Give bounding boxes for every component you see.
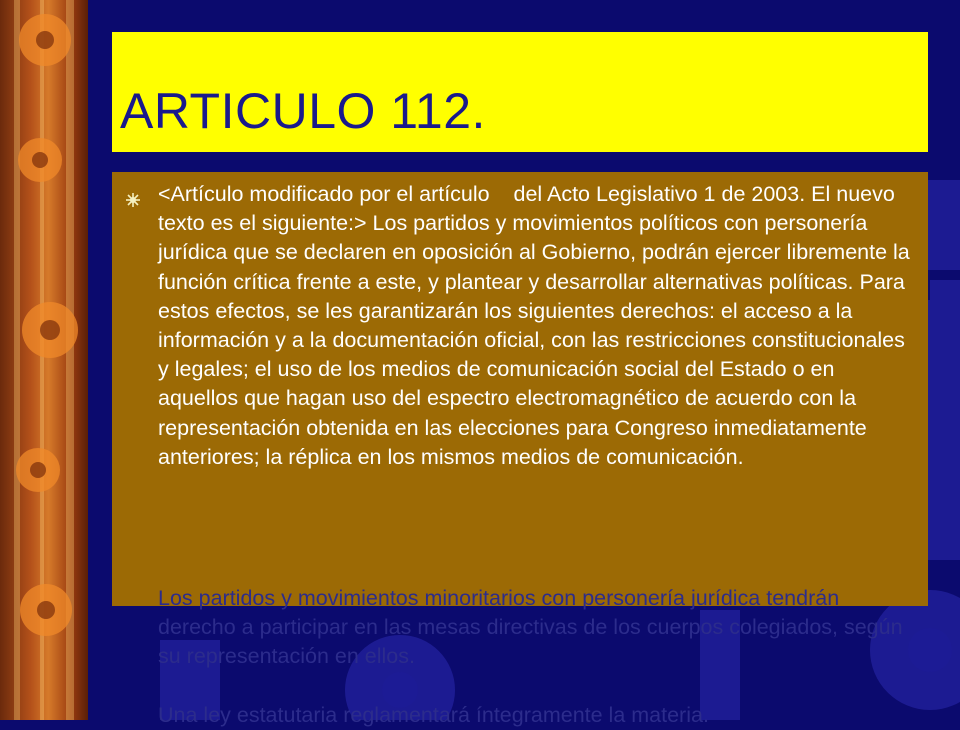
sunburst-bullet-icon [126, 193, 140, 207]
slide-body-text: <Artículo modificado por el artículo del Acto Legislativo 1 de 2003. El nuevo texto es el siguiente:> Los partidos y movimientos políticos con personería jurídica que se declaren en oposición al Gobierno, podrán ejercer libremente la función crítica frente a este, y plantear y desarrollar alternativas políticas. Para estos efectos, se les garantizarán los siguientes derechos: el acceso a la información y a la documentación oficial, con las restricciones constitucionales y legales; el uso de los medios de comunicación social del Estado o en aquellos que hagan uso del espectro electromagnético de acuerdo con la representación obtenida en las elecciones para Congreso inmediatamente anteriores; la réplica en los mismos medios de comunicación. [158, 182, 910, 469]
slide-body-overflow-text: Los partidos y movimientos minoritarios con personería jurídica tendrán derecho a participar en las mesas directivas de los cuerpos colegiados, según su representación en ellos. Una ley estatutaria reglamentará íntegramente la materia. [158, 586, 903, 727]
slide-title: ARTICULO 112. [120, 83, 486, 139]
